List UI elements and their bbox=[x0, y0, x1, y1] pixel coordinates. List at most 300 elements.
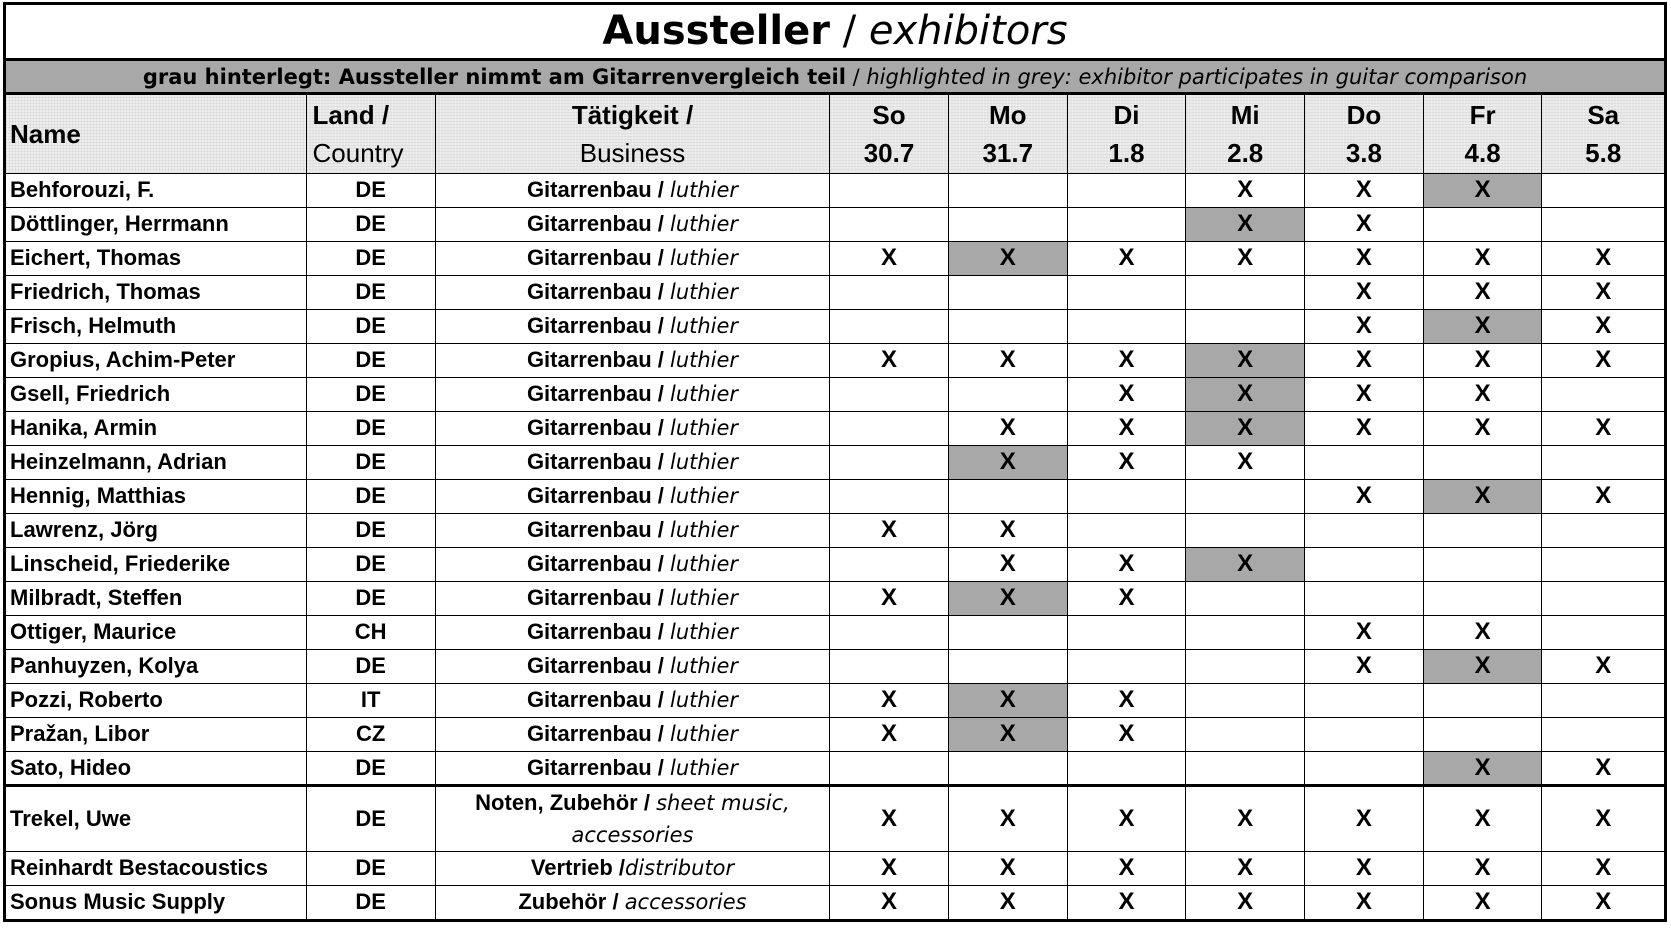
attendance-cell-day-4: X bbox=[1186, 885, 1305, 919]
day-label: Mi bbox=[1230, 99, 1260, 130]
attendance-cell-day-3 bbox=[1067, 275, 1186, 309]
exhibitor-business bbox=[435, 207, 829, 241]
date-label: 2.8 bbox=[1227, 137, 1264, 168]
legend-note-german: grau hinterlegt: Aussteller nimmt am Gitarrenvergleich teil bbox=[142, 65, 846, 89]
attendance-cell-day-4: X bbox=[1186, 207, 1305, 241]
exhibitor-business bbox=[435, 275, 829, 309]
table-row bbox=[6, 851, 1664, 885]
attendance-cell-day-6: X bbox=[1423, 479, 1542, 513]
business-german: Gitarrenbau bbox=[526, 245, 652, 270]
attendance-cell-day-7 bbox=[1542, 683, 1664, 717]
business-german: Gitarrenbau bbox=[526, 517, 652, 542]
attendance-cell-day-4 bbox=[1186, 513, 1305, 547]
date-label: 3.8 bbox=[1345, 137, 1382, 168]
attendance-cell-day-6: X bbox=[1423, 343, 1542, 377]
business-english: luthier bbox=[669, 484, 739, 508]
exhibitor-name: Linscheid, Friederike bbox=[6, 547, 306, 581]
attendance-cell-day-4: X bbox=[1186, 411, 1305, 445]
attendance-cell-day-7: X bbox=[1542, 275, 1664, 309]
table-row bbox=[6, 445, 1664, 479]
attendance-cell-day-5: X bbox=[1305, 479, 1424, 513]
attendance-cell-day-4 bbox=[1186, 649, 1305, 683]
business-english: luthier bbox=[669, 178, 739, 202]
exhibitor-name: Gsell, Friedrich bbox=[6, 377, 306, 411]
attendance-cell-day-4 bbox=[1186, 275, 1305, 309]
attendance-cell-day-6 bbox=[1423, 207, 1542, 241]
table-row bbox=[6, 207, 1664, 241]
exhibitor-business bbox=[435, 785, 829, 851]
exhibitor-business bbox=[435, 513, 829, 547]
business-separator: / bbox=[651, 687, 670, 712]
attendance-cell-day-5 bbox=[1305, 513, 1424, 547]
attendance-cell-day-7 bbox=[1542, 547, 1664, 581]
business-separator: / bbox=[651, 415, 670, 440]
exhibitor-country: DE bbox=[306, 513, 435, 547]
attendance-cell-day-5: X bbox=[1305, 343, 1424, 377]
day-label: Do bbox=[1346, 99, 1382, 130]
exhibitor-name: Gropius, Achim-Peter bbox=[6, 343, 306, 377]
business-separator: / bbox=[651, 279, 670, 304]
day-label: Sa bbox=[1587, 99, 1620, 130]
exhibitor-country: DE bbox=[306, 547, 435, 581]
table-row bbox=[6, 411, 1664, 445]
attendance-cell-day-7: X bbox=[1542, 479, 1664, 513]
exhibitor-name: Trekel, Uwe bbox=[6, 785, 306, 851]
exhibitor-country: DE bbox=[306, 581, 435, 615]
attendance-cell-day-2 bbox=[948, 173, 1067, 207]
business-english: luthier bbox=[669, 212, 739, 236]
table-row bbox=[6, 173, 1664, 207]
attendance-cell-day-6: X bbox=[1423, 785, 1542, 851]
exhibitor-business bbox=[435, 173, 829, 207]
column-header-day-7 bbox=[1542, 95, 1664, 173]
attendance-cell-day-4: X bbox=[1186, 241, 1305, 275]
attendance-cell-day-1 bbox=[830, 445, 949, 479]
attendance-cell-day-4 bbox=[1186, 717, 1305, 751]
date-label: 5.8 bbox=[1585, 137, 1622, 168]
exhibitor-business bbox=[435, 581, 829, 615]
attendance-cell-day-4: X bbox=[1186, 173, 1305, 207]
attendance-cell-day-1: X bbox=[830, 717, 949, 751]
business-english: luthier bbox=[669, 314, 739, 338]
day-label: Fr bbox=[1469, 99, 1496, 130]
attendance-cell-day-2 bbox=[948, 309, 1067, 343]
attendance-cell-day-4: X bbox=[1186, 851, 1305, 885]
table-row bbox=[6, 683, 1664, 717]
attendance-cell-day-4 bbox=[1186, 615, 1305, 649]
attendance-cell-day-1: X bbox=[830, 581, 949, 615]
business-separator: / bbox=[651, 585, 670, 610]
attendance-cell-day-4: X bbox=[1186, 785, 1305, 851]
attendance-cell-day-2 bbox=[948, 479, 1067, 513]
business-german: Gitarrenbau bbox=[526, 619, 652, 644]
title-separator: / bbox=[829, 8, 869, 54]
column-header-name: Name bbox=[6, 95, 306, 173]
column-header-country-english: Country bbox=[312, 137, 404, 168]
column-header-day-3 bbox=[1067, 95, 1186, 173]
business-german: Gitarrenbau bbox=[526, 313, 652, 338]
attendance-cell-day-6 bbox=[1423, 581, 1542, 615]
column-header-day-5 bbox=[1305, 95, 1424, 173]
exhibitor-business bbox=[435, 343, 829, 377]
attendance-cell-day-5: X bbox=[1305, 851, 1424, 885]
table-row bbox=[6, 885, 1664, 919]
column-header-country-german: Land / bbox=[312, 99, 390, 130]
exhibitor-name: Heinzelmann, Adrian bbox=[6, 445, 306, 479]
attendance-cell-day-2: X bbox=[948, 241, 1067, 275]
attendance-cell-day-2 bbox=[948, 207, 1067, 241]
exhibitor-name: Behforouzi, F. bbox=[6, 173, 306, 207]
attendance-cell-day-3 bbox=[1067, 173, 1186, 207]
column-header-business bbox=[435, 95, 829, 173]
attendance-cell-day-2 bbox=[948, 377, 1067, 411]
attendance-cell-day-3: X bbox=[1067, 343, 1186, 377]
business-german: Gitarrenbau bbox=[526, 585, 652, 610]
table-row bbox=[6, 479, 1664, 513]
exhibitor-name: Frisch, Helmuth bbox=[6, 309, 306, 343]
exhibitor-name: Panhuyzen, Kolya bbox=[6, 649, 306, 683]
attendance-cell-day-1 bbox=[830, 751, 949, 785]
attendance-cell-day-2 bbox=[948, 275, 1067, 309]
attendance-cell-day-5: X bbox=[1305, 377, 1424, 411]
business-german: Gitarrenbau bbox=[526, 721, 652, 746]
business-german: Gitarrenbau bbox=[526, 449, 652, 474]
attendance-cell-day-3: X bbox=[1067, 581, 1186, 615]
exhibitor-country: DE bbox=[306, 207, 435, 241]
attendance-cell-day-2: X bbox=[948, 785, 1067, 851]
column-header-country bbox=[306, 95, 435, 173]
table-row bbox=[6, 751, 1664, 785]
attendance-cell-day-7 bbox=[1542, 207, 1664, 241]
exhibitor-business bbox=[435, 309, 829, 343]
exhibitor-name: Pražan, Libor bbox=[6, 717, 306, 751]
attendance-cell-day-4 bbox=[1186, 751, 1305, 785]
attendance-cell-day-5 bbox=[1305, 547, 1424, 581]
business-separator: / bbox=[651, 313, 670, 338]
table-row bbox=[6, 785, 1664, 851]
business-separator: / bbox=[651, 449, 670, 474]
table-row bbox=[6, 377, 1664, 411]
attendance-cell-day-1 bbox=[830, 615, 949, 649]
business-english: luthier bbox=[669, 586, 739, 610]
business-separator: / bbox=[651, 721, 670, 746]
attendance-cell-day-3: X bbox=[1067, 377, 1186, 411]
business-english: luthier bbox=[669, 246, 739, 270]
exhibitor-country: CH bbox=[306, 615, 435, 649]
date-label: 30.7 bbox=[863, 137, 915, 168]
attendance-cell-day-2: X bbox=[948, 343, 1067, 377]
attendance-cell-day-7: X bbox=[1542, 649, 1664, 683]
attendance-cell-day-1 bbox=[830, 547, 949, 581]
exhibitor-business bbox=[435, 377, 829, 411]
business-english: luthier bbox=[669, 518, 739, 542]
column-header-day-4 bbox=[1186, 95, 1305, 173]
attendance-cell-day-3 bbox=[1067, 615, 1186, 649]
exhibitor-sheet bbox=[3, 2, 1667, 922]
exhibitor-country: DE bbox=[306, 885, 435, 919]
business-english: luthier bbox=[669, 722, 739, 746]
business-german: Gitarrenbau bbox=[526, 653, 652, 678]
table-row bbox=[6, 717, 1664, 751]
attendance-cell-day-3 bbox=[1067, 513, 1186, 547]
business-separator: / bbox=[637, 789, 657, 815]
attendance-cell-day-3 bbox=[1067, 649, 1186, 683]
attendance-cell-day-7: X bbox=[1542, 411, 1664, 445]
table-body bbox=[6, 173, 1664, 919]
attendance-cell-day-4 bbox=[1186, 683, 1305, 717]
table-row bbox=[6, 615, 1664, 649]
exhibitor-country: DE bbox=[306, 241, 435, 275]
exhibitor-business bbox=[435, 649, 829, 683]
date-label: 1.8 bbox=[1108, 137, 1145, 168]
attendance-cell-day-3: X bbox=[1067, 547, 1186, 581]
attendance-cell-day-6 bbox=[1423, 717, 1542, 751]
business-english: luthier bbox=[669, 416, 739, 440]
business-german: Gitarrenbau bbox=[526, 347, 652, 372]
attendance-cell-day-1 bbox=[830, 411, 949, 445]
table-row bbox=[6, 309, 1664, 343]
exhibitor-name: Döttlinger, Herrmann bbox=[6, 207, 306, 241]
attendance-cell-day-3: X bbox=[1067, 445, 1186, 479]
attendance-cell-day-5: X bbox=[1305, 411, 1424, 445]
attendance-cell-day-5: X bbox=[1305, 207, 1424, 241]
attendance-cell-day-3 bbox=[1067, 751, 1186, 785]
exhibitor-name: Lawrenz, Jörg bbox=[6, 513, 306, 547]
exhibitor-business bbox=[435, 751, 829, 785]
attendance-cell-day-6: X bbox=[1423, 615, 1542, 649]
attendance-cell-day-6: X bbox=[1423, 173, 1542, 207]
exhibitor-business bbox=[435, 479, 829, 513]
business-english: luthier bbox=[669, 654, 739, 678]
column-header-business-english: Business bbox=[579, 137, 686, 168]
attendance-cell-day-2: X bbox=[948, 683, 1067, 717]
attendance-cell-day-2: X bbox=[948, 513, 1067, 547]
title-english: exhibitors bbox=[868, 8, 1068, 54]
exhibitor-country: IT bbox=[306, 683, 435, 717]
attendance-cell-day-5 bbox=[1305, 683, 1424, 717]
attendance-cell-day-3 bbox=[1067, 207, 1186, 241]
exhibitor-name: Sato, Hideo bbox=[6, 751, 306, 785]
business-separator: / bbox=[651, 483, 670, 508]
attendance-cell-day-1: X bbox=[830, 885, 949, 919]
legend-note-english: highlighted in grey: exhibitor participates in guitar comparison bbox=[866, 65, 1528, 89]
attendance-cell-day-1 bbox=[830, 649, 949, 683]
attendance-cell-day-2 bbox=[948, 649, 1067, 683]
attendance-cell-day-5: X bbox=[1305, 649, 1424, 683]
attendance-cell-day-7: X bbox=[1542, 785, 1664, 851]
business-german: Gitarrenbau bbox=[526, 279, 652, 304]
attendance-cell-day-3: X bbox=[1067, 717, 1186, 751]
attendance-cell-day-5: X bbox=[1305, 785, 1424, 851]
exhibitor-name: Hennig, Matthias bbox=[6, 479, 306, 513]
attendance-cell-day-2: X bbox=[948, 581, 1067, 615]
attendance-cell-day-6: X bbox=[1423, 241, 1542, 275]
exhibitor-business bbox=[435, 411, 829, 445]
exhibitor-name: Reinhardt Bestacoustics bbox=[6, 851, 306, 885]
table-row bbox=[6, 513, 1664, 547]
table-row bbox=[6, 547, 1664, 581]
attendance-cell-day-4: X bbox=[1186, 547, 1305, 581]
date-label: 4.8 bbox=[1464, 137, 1501, 168]
business-english: luthier bbox=[669, 620, 739, 644]
business-german: Vertrieb bbox=[530, 855, 613, 880]
business-german: Zubehör bbox=[518, 889, 607, 915]
attendance-cell-day-2: X bbox=[948, 717, 1067, 751]
business-german: Gitarrenbau bbox=[526, 483, 652, 508]
attendance-cell-day-4 bbox=[1186, 479, 1305, 513]
business-german: Noten, Zubehör bbox=[475, 789, 638, 815]
day-label: So bbox=[872, 99, 906, 130]
attendance-cell-day-3: X bbox=[1067, 683, 1186, 717]
attendance-cell-day-1: X bbox=[830, 683, 949, 717]
business-separator: / bbox=[651, 619, 670, 644]
attendance-cell-day-6 bbox=[1423, 445, 1542, 479]
attendance-cell-day-1: X bbox=[830, 785, 949, 851]
legend-note-separator: / bbox=[845, 65, 867, 89]
exhibitor-country: DE bbox=[306, 649, 435, 683]
attendance-cell-day-7: X bbox=[1542, 343, 1664, 377]
business-english: luthier bbox=[669, 552, 739, 576]
exhibitor-name: Eichert, Thomas bbox=[6, 241, 306, 275]
attendance-cell-day-3: X bbox=[1067, 241, 1186, 275]
attendance-cell-day-5 bbox=[1305, 445, 1424, 479]
attendance-cell-day-4 bbox=[1186, 581, 1305, 615]
attendance-cell-day-4: X bbox=[1186, 377, 1305, 411]
exhibitor-business bbox=[435, 885, 829, 919]
exhibitor-country: DE bbox=[306, 445, 435, 479]
exhibitor-name: Ottiger, Maurice bbox=[6, 615, 306, 649]
attendance-cell-day-1 bbox=[830, 207, 949, 241]
table-row bbox=[6, 241, 1664, 275]
attendance-cell-day-2: X bbox=[948, 851, 1067, 885]
attendance-cell-day-2: X bbox=[948, 885, 1067, 919]
attendance-cell-day-5: X bbox=[1305, 275, 1424, 309]
attendance-cell-day-7 bbox=[1542, 717, 1664, 751]
exhibitor-business bbox=[435, 547, 829, 581]
attendance-cell-day-7 bbox=[1542, 615, 1664, 649]
attendance-cell-day-5: X bbox=[1305, 885, 1424, 919]
business-separator: / bbox=[651, 653, 670, 678]
attendance-cell-day-6: X bbox=[1423, 851, 1542, 885]
attendance-cell-day-7: X bbox=[1542, 751, 1664, 785]
column-header-day-1 bbox=[830, 95, 949, 173]
attendance-cell-day-6: X bbox=[1423, 275, 1542, 309]
attendance-cell-day-4: X bbox=[1186, 343, 1305, 377]
attendance-cell-day-7: X bbox=[1542, 309, 1664, 343]
exhibitor-name: Hanika, Armin bbox=[6, 411, 306, 445]
business-separator: / bbox=[651, 551, 670, 576]
exhibitor-country: DE bbox=[306, 751, 435, 785]
date-label: 31.7 bbox=[982, 137, 1034, 168]
exhibitor-country: DE bbox=[306, 411, 435, 445]
exhibitor-business bbox=[435, 241, 829, 275]
business-separator: / bbox=[651, 517, 670, 542]
exhibitor-country: DE bbox=[306, 275, 435, 309]
exhibitor-business bbox=[435, 683, 829, 717]
attendance-cell-day-1 bbox=[830, 377, 949, 411]
exhibitor-table bbox=[6, 95, 1664, 919]
business-english: luthier bbox=[669, 280, 739, 304]
attendance-cell-day-1 bbox=[830, 479, 949, 513]
attendance-cell-day-5: X bbox=[1305, 173, 1424, 207]
business-german: Gitarrenbau bbox=[526, 551, 652, 576]
attendance-cell-day-7 bbox=[1542, 513, 1664, 547]
exhibitor-country: DE bbox=[306, 785, 435, 851]
business-english: luthier bbox=[669, 450, 739, 474]
business-separator: / bbox=[651, 245, 670, 270]
attendance-cell-day-5 bbox=[1305, 581, 1424, 615]
legend-note bbox=[6, 61, 1664, 95]
business-separator: / bbox=[651, 211, 670, 236]
business-german: Gitarrenbau bbox=[526, 754, 652, 780]
attendance-cell-day-5 bbox=[1305, 751, 1424, 785]
business-german: Gitarrenbau bbox=[526, 381, 652, 406]
attendance-cell-day-4 bbox=[1186, 309, 1305, 343]
business-german: Gitarrenbau bbox=[526, 211, 652, 236]
day-label: Mo bbox=[988, 99, 1027, 130]
attendance-cell-day-7 bbox=[1542, 445, 1664, 479]
exhibitor-name: Milbradt, Steffen bbox=[6, 581, 306, 615]
attendance-cell-day-6 bbox=[1423, 683, 1542, 717]
attendance-cell-day-4: X bbox=[1186, 445, 1305, 479]
attendance-cell-day-6: X bbox=[1423, 885, 1542, 919]
exhibitor-country: DE bbox=[306, 309, 435, 343]
attendance-cell-day-2 bbox=[948, 615, 1067, 649]
exhibitor-country: DE bbox=[306, 343, 435, 377]
attendance-cell-day-3 bbox=[1067, 309, 1186, 343]
attendance-cell-day-5: X bbox=[1305, 309, 1424, 343]
exhibitor-name: Sonus Music Supply bbox=[6, 885, 306, 919]
table-row bbox=[6, 581, 1664, 615]
business-english: sheet music, accessories bbox=[571, 790, 790, 847]
business-german: Gitarrenbau bbox=[526, 687, 652, 712]
attendance-cell-day-6: X bbox=[1423, 309, 1542, 343]
attendance-cell-day-3 bbox=[1067, 479, 1186, 513]
attendance-cell-day-7: X bbox=[1542, 851, 1664, 885]
table-row bbox=[6, 649, 1664, 683]
exhibitor-name: Pozzi, Roberto bbox=[6, 683, 306, 717]
attendance-cell-day-7: X bbox=[1542, 885, 1664, 919]
attendance-cell-day-2: X bbox=[948, 411, 1067, 445]
attendance-cell-day-3: X bbox=[1067, 851, 1186, 885]
attendance-cell-day-1: X bbox=[830, 241, 949, 275]
business-english: luthier bbox=[669, 348, 739, 372]
column-header-business-german: Tätigkeit / bbox=[571, 99, 694, 130]
attendance-cell-day-6: X bbox=[1423, 411, 1542, 445]
attendance-cell-day-1: X bbox=[830, 343, 949, 377]
business-german: Gitarrenbau bbox=[526, 415, 652, 440]
attendance-cell-day-6: X bbox=[1423, 649, 1542, 683]
exhibitor-business bbox=[435, 717, 829, 751]
attendance-cell-day-2: X bbox=[948, 547, 1067, 581]
business-separator: / bbox=[651, 177, 670, 202]
column-header-day-6 bbox=[1423, 95, 1542, 173]
attendance-cell-day-6 bbox=[1423, 547, 1542, 581]
attendance-cell-day-7 bbox=[1542, 581, 1664, 615]
attendance-cell-day-1 bbox=[830, 173, 949, 207]
attendance-cell-day-3: X bbox=[1067, 785, 1186, 851]
business-english: luthier bbox=[669, 382, 739, 406]
attendance-cell-day-6 bbox=[1423, 513, 1542, 547]
exhibitor-country: CZ bbox=[306, 717, 435, 751]
business-separator: / bbox=[651, 754, 670, 780]
attendance-cell-day-3: X bbox=[1067, 411, 1186, 445]
business-separator: / bbox=[651, 347, 670, 372]
attendance-cell-day-6: X bbox=[1423, 377, 1542, 411]
business-separator: / bbox=[651, 381, 670, 406]
attendance-cell-day-2: X bbox=[948, 445, 1067, 479]
exhibitor-country: DE bbox=[306, 479, 435, 513]
